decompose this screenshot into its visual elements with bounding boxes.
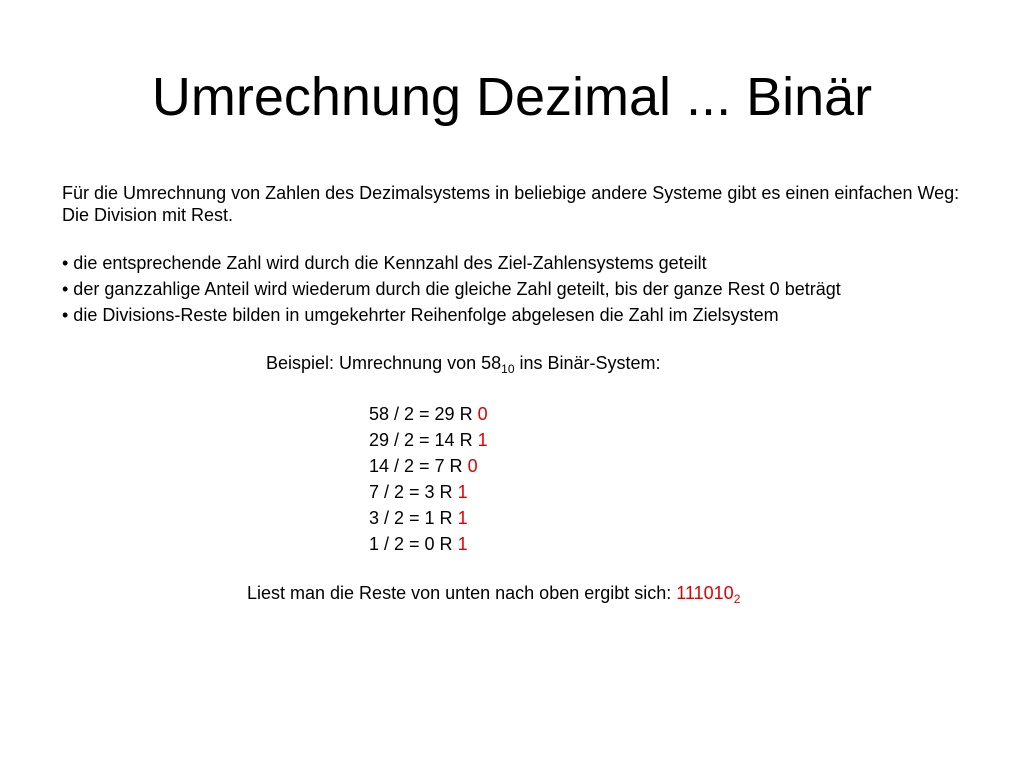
step-remainder: 1: [477, 430, 488, 450]
step-remainder: 1: [457, 508, 468, 528]
result-text: Liest man die Reste von unten nach oben ergibt sich:: [247, 583, 677, 603]
step-expression: 14 / 2 = 7 R: [369, 456, 468, 476]
step-remainder: 0: [477, 404, 488, 424]
example-heading: [266, 351, 661, 375]
bullet-item: • die entsprechende Zahl wird durch die Kennzahl des Ziel-Zahlensystems geteilt: [62, 253, 707, 273]
result-value: 111010: [676, 583, 734, 603]
division-step: [369, 453, 488, 479]
step-expression: 3 / 2 = 1 R: [369, 508, 458, 528]
division-step: [369, 505, 488, 531]
bullet-item: • die Divisions-Reste bilden in umgekehrter Reihenfolge abgelesen die Zahl im Zielsystem: [62, 305, 779, 325]
step-expression: 7 / 2 = 3 R: [369, 482, 458, 502]
result-base-subscript: 2: [733, 592, 741, 606]
example-suffix: ins Binär-System:: [514, 353, 661, 373]
example-prefix: Beispiel: Umrechnung von 58: [266, 353, 502, 373]
step-expression: 58 / 2 = 29 R: [369, 404, 478, 424]
bullet-item: • der ganzzahlige Anteil wird wiederum durch die gleiche Zahl geteilt, bis der ganze Rest 0 beträgt: [62, 279, 841, 299]
step-remainder: 1: [457, 482, 468, 502]
step-remainder: 0: [467, 456, 478, 476]
division-steps: [369, 401, 488, 557]
step-expression: 1 / 2 = 0 R: [369, 534, 458, 554]
division-step: [369, 401, 488, 427]
division-step: [369, 531, 488, 557]
bullet-list: [62, 250, 962, 328]
result-line: [247, 581, 740, 605]
intro-paragraph: Für die Umrechnung von Zahlen des Dezimalsystems in beliebige andere Systeme gibt es einen einfachen Weg: Die Division mit Rest.: [62, 183, 960, 225]
division-step: [369, 427, 488, 453]
example-base-subscript: 10: [501, 362, 515, 376]
slide-title: Umrechnung Dezimal ... Binär: [151, 67, 873, 127]
step-expression: 29 / 2 = 14 R: [369, 430, 478, 450]
division-step: [369, 479, 488, 505]
step-remainder: 1: [457, 534, 468, 554]
